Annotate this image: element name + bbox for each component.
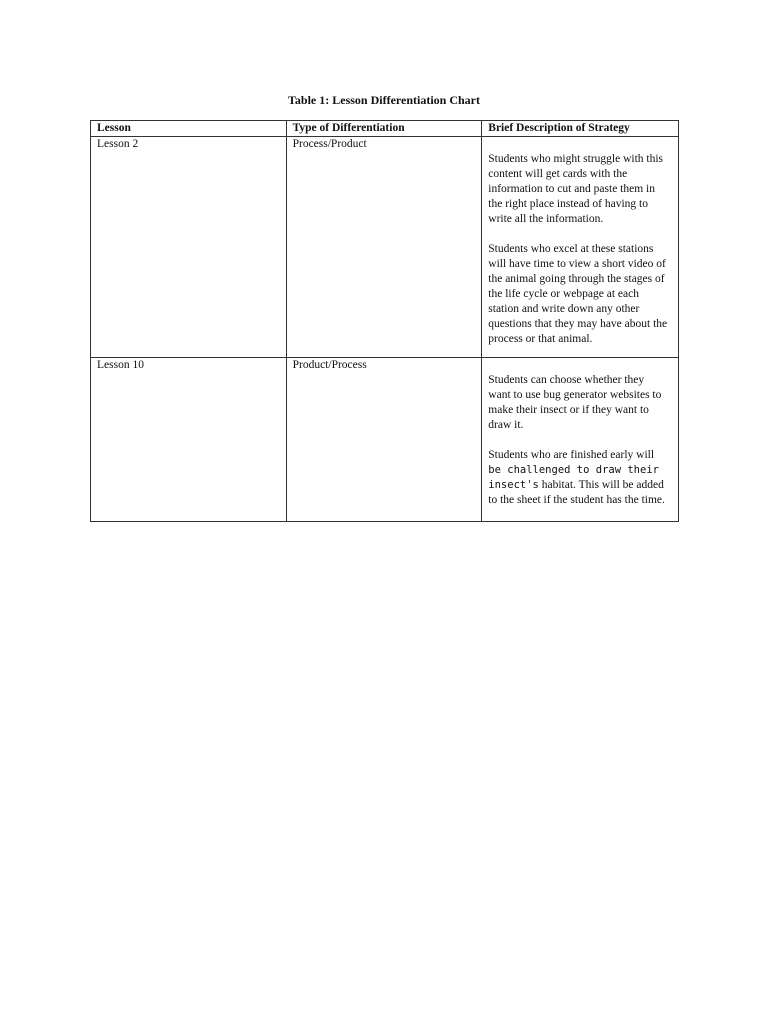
table-header-row	[91, 121, 679, 137]
header-description: Brief Description of Strategy	[482, 121, 679, 137]
description-paragraph: Students who might struggle with this content will get cards with the information to cut and paste them in the right place instead of having to write all the information.	[488, 153, 664, 225]
description-paragraph	[488, 448, 668, 508]
cell-lesson: Lesson 10	[91, 358, 287, 522]
cell-description	[482, 358, 679, 522]
table-row	[91, 358, 679, 522]
cell-description	[482, 137, 679, 358]
description-text: Students who are finished early will	[488, 449, 655, 461]
cell-type: Process/Product	[286, 137, 482, 358]
cell-lesson: Lesson 2	[91, 137, 287, 358]
description-text: habitat. This will be added to the sheet if the student has the time.	[488, 479, 665, 506]
cell-type: Product/Process	[286, 358, 482, 522]
handwritten-style-text: be challenged to draw their insect's	[488, 464, 659, 491]
header-lesson: Lesson	[91, 121, 287, 137]
description-paragraph: Students who excel at these stations will have time to view a short video of the animal going through the stages of the life cycle or webpage at each station and write down any other questions that they may have about the process or that animal.	[488, 243, 668, 345]
table-row	[91, 137, 679, 358]
description-paragraph: Students can choose whether they want to use bug generator websites to make their insect or if they want to draw it.	[488, 374, 662, 431]
lesson-differentiation-table	[90, 120, 679, 522]
table-caption: Table 1: Lesson Differentiation Chart	[288, 93, 480, 107]
header-type: Type of Differentiation	[286, 121, 482, 137]
